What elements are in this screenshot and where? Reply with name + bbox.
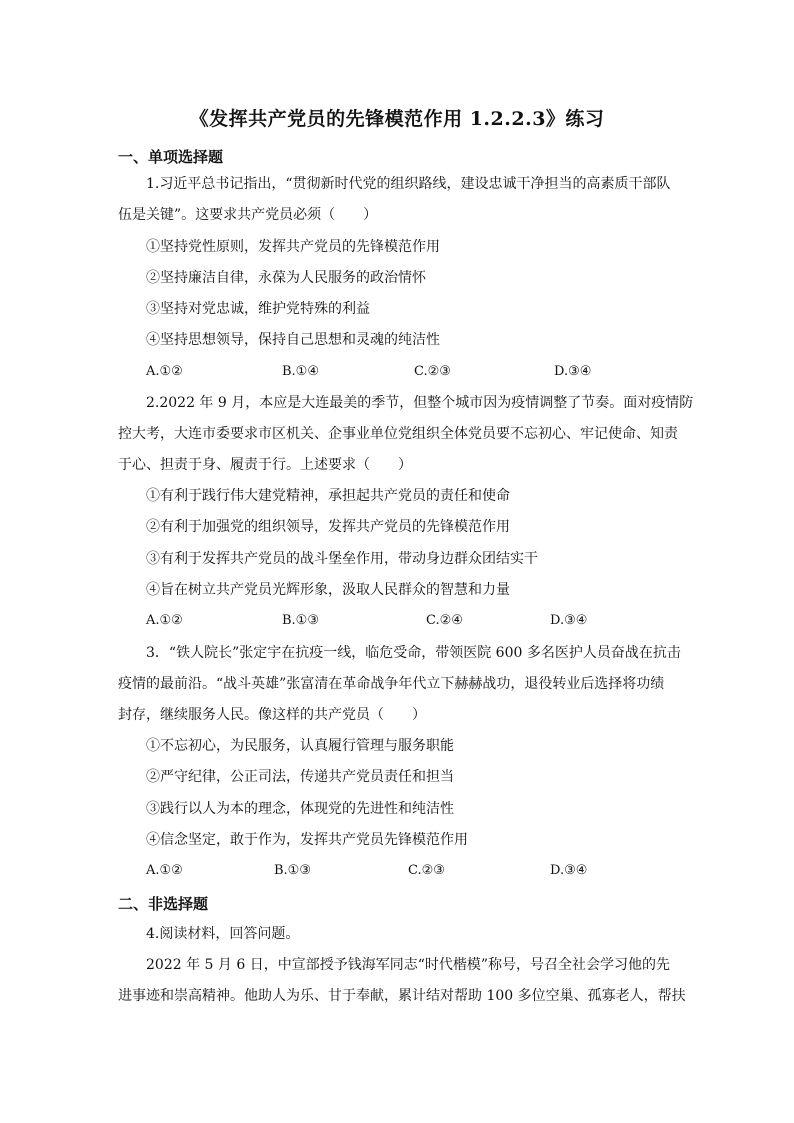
question-1-stem: 伍是关键”。这要求共产党员必须（ ）	[118, 207, 378, 223]
question-2-stem: 于心、担责于身、履责于行。上述要求（ ）	[118, 457, 412, 473]
question-3-option: ④信念坚定，敢于作为，发挥共产党员先锋模范作用	[146, 832, 468, 848]
choice-a: A.①②	[146, 863, 183, 878]
choice-a: A.①②	[146, 613, 183, 628]
question-3-stem: 疫情的最前沿。“战斗英雄”张富清在革命战争年代立下赫赫战功，退役转业后选择将功绩	[118, 676, 665, 692]
choice-b: B.①③	[274, 863, 311, 878]
question-4-stem: 4.阅读材料，回答问题。	[146, 926, 300, 942]
question-2-option: ①有利于践行伟大建党精神，承担起共产党员的责任和使命	[146, 488, 510, 504]
question-2-stem: 控大考，大连市委要求市区机关、企事业单位党组织全体党员要不忘初心、牢记使命、知责	[118, 426, 678, 442]
question-2-option: ③有利于发挥共产党员的战斗堡垒作用，带动身边群众团结实干	[146, 551, 538, 567]
question-3-option: ②严守纪律，公正司法，传递共产党员责任和担当	[146, 769, 454, 785]
section-heading-non-choice: 二、非选择题	[118, 895, 209, 913]
question-3-option: ①不忘初心，为民服务，认真履行管理与服务职能	[146, 738, 454, 754]
question-1-option: ①坚持党性原则，发挥共产党员的先锋模范作用	[146, 239, 440, 255]
question-1-option: ④坚持思想领导，保持自己思想和灵魂的纯洁性	[146, 332, 440, 348]
choice-a: A.①②	[146, 364, 183, 379]
choice-c: C.②④	[426, 613, 463, 628]
choice-d: D.③④	[554, 364, 592, 379]
choice-c: C.②③	[414, 364, 451, 379]
section-heading-single-choice: 一、单项选择题	[118, 148, 224, 166]
question-3-option: ③践行以人为本的理念，体现党的先进性和纯洁性	[146, 801, 454, 817]
question-1-option: ②坚持廉洁自律，永葆为人民服务的政治情怀	[146, 270, 426, 286]
question-4-material: 2022 年 5 月 6 日，中宣部授予钱海军同志“时代楷模”称号，号召全社会学习他的先	[146, 957, 671, 973]
choice-d: D.③④	[550, 863, 588, 878]
document-title: 《发挥共产党员的先锋模范作用 1.2.2.3》练习	[189, 108, 605, 130]
question-3-stem: 3．“铁人院长”张定宇在抗疫一线，临危受命，带领医院 600 多名医护人员奋战在抗击	[146, 645, 681, 661]
choice-d: D.③④	[550, 613, 588, 628]
choice-c: C.②③	[408, 863, 445, 878]
choice-b: B.①③	[282, 613, 319, 628]
question-2-option: ④旨在树立共产党员光辉形象，汲取人民群众的智慧和力量	[146, 582, 510, 598]
choice-b: B.①④	[282, 364, 319, 379]
question-1-option: ③坚持对党忠诚，维护党特殊的利益	[146, 301, 370, 317]
question-4-material: 进事迹和崇高精神。他助人为乐、甘于奉献，累计结对帮助 100 多位空巢、孤寡老人，帮扶	[118, 988, 686, 1004]
question-2-option: ②有利于加强党的组织领导，发挥共产党员的先锋模范作用	[146, 519, 510, 535]
question-3-stem: 封存，继续服务人民。像这样的共产党员（ ）	[118, 707, 426, 723]
question-1-choices	[146, 362, 666, 382]
question-1-stem: 1.习近平总书记指出，“贯彻新时代党的组织路线，建设忠诚干净担当的高素质干部队	[146, 176, 671, 192]
question-3-choices	[146, 861, 666, 881]
question-2-stem: 2.2022 年 9 月，本应是大连最美的季节，但整个城市因为疫情调整了节奏。面对疫情防	[146, 395, 694, 411]
question-2-choices	[146, 611, 666, 631]
